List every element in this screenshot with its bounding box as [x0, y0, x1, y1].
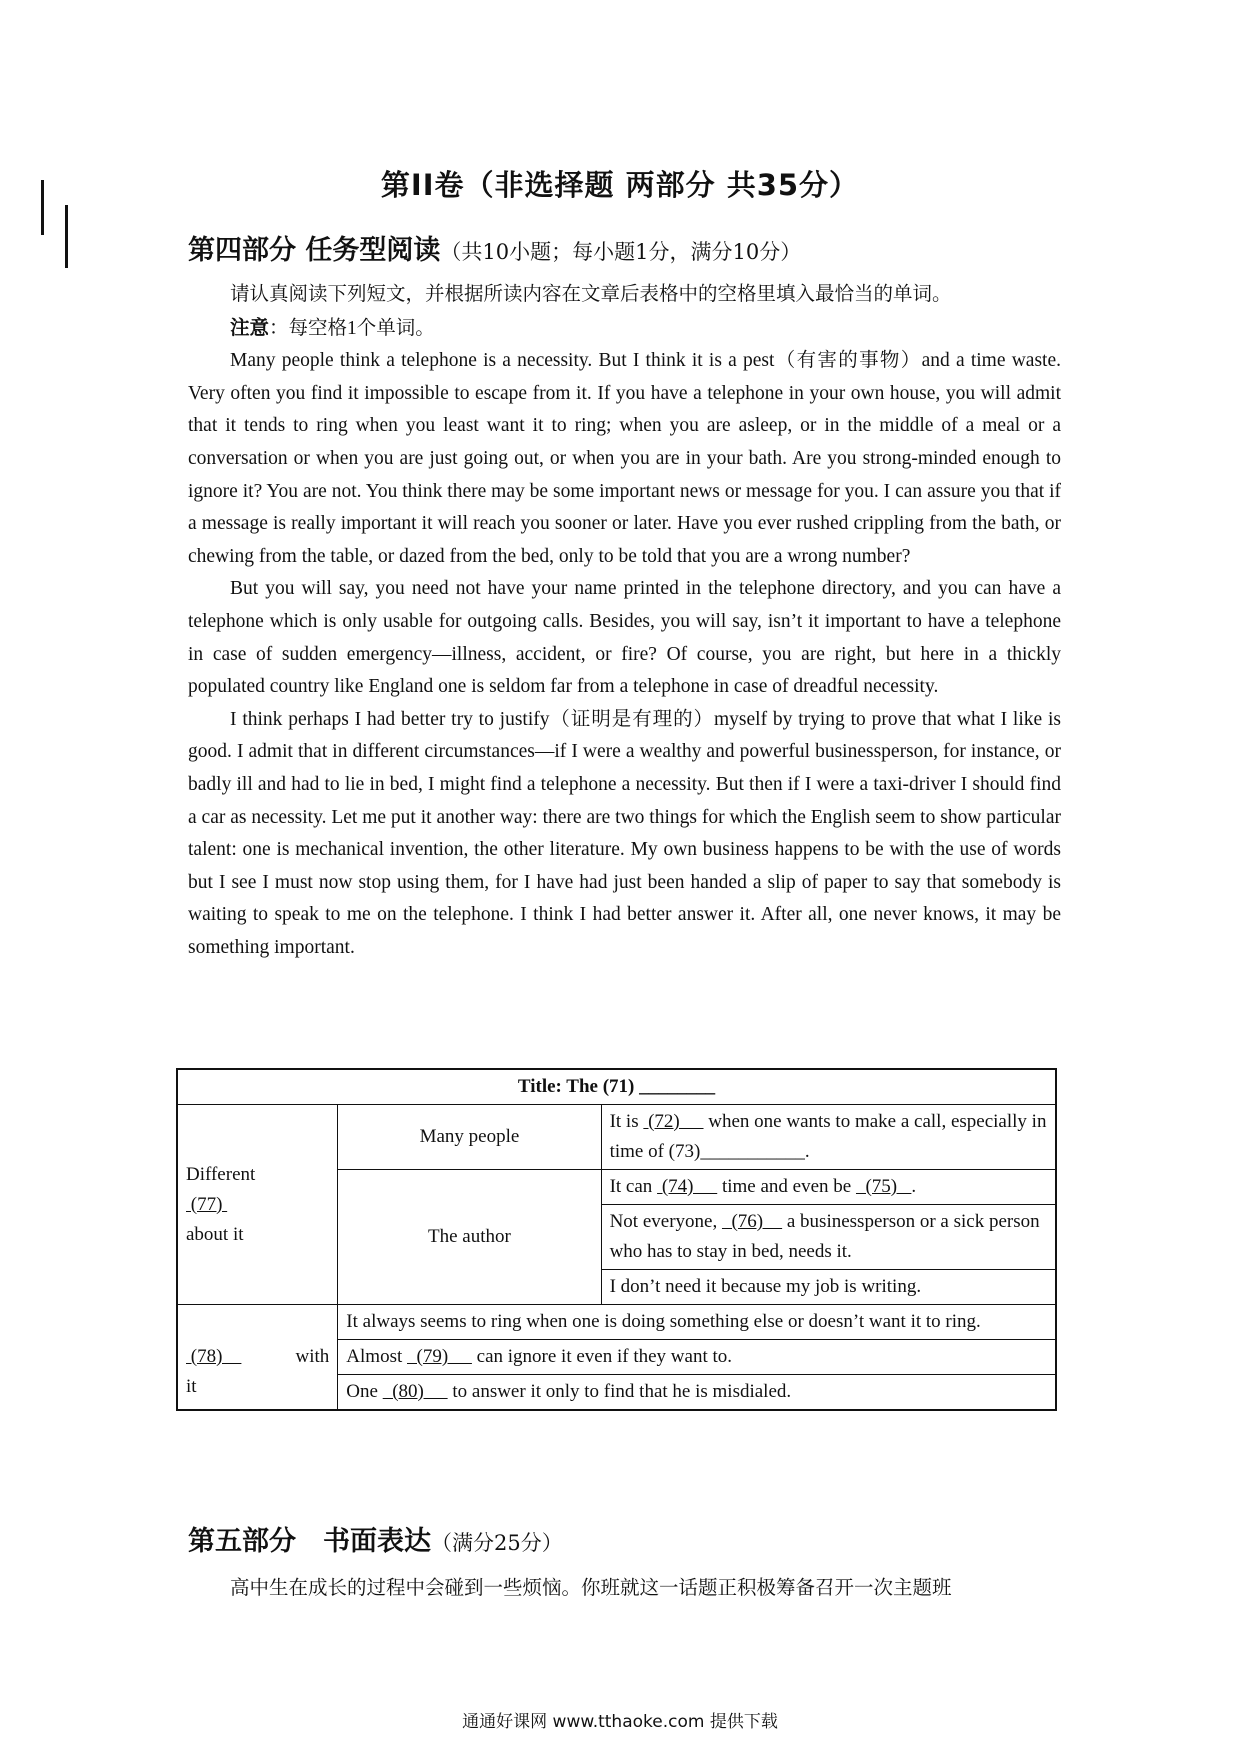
cell-s1: It always seems to ring when one is doing something else or doesn’t want it to ring. — [338, 1305, 1056, 1340]
part5-text: 高中生在成长的过程中会碰到一些烦恼。你班就这一话题正积极筹备召开一次主题班 — [230, 1578, 952, 1599]
s3-post: to answer it only to find that he is misdialed. — [447, 1381, 792, 1402]
s2-pre: Almost — [346, 1346, 407, 1367]
r1-mid: when one wants to make a call, especially in time of (73) — [609, 1111, 1047, 1162]
note-label: 注意 — [230, 315, 270, 339]
part5-heading — [188, 1519, 563, 1558]
part5-heading-note: （满分25分） — [431, 1531, 563, 1555]
part4-heading-text: 第四部分 任务型阅读 — [188, 235, 441, 266]
blank-77: (77) — [186, 1193, 228, 1215]
part5-body — [188, 1573, 1061, 1606]
cell-r1 — [601, 1105, 1056, 1170]
note-text: ：每空格1个单词。 — [269, 317, 435, 339]
blank-72: (72) — [643, 1111, 704, 1132]
cell-s2 — [338, 1340, 1056, 1375]
s2-post: can ignore it even if they want to. — [471, 1346, 733, 1367]
cell-problems — [177, 1305, 338, 1411]
s3-pre: One — [346, 1381, 383, 1402]
note-line — [188, 312, 1061, 346]
cell-r3 — [601, 1205, 1056, 1270]
paragraph-2: But you will say, you need not have your name printed in the telephone directory, and you can have a telephone which is only usable for outgoing calls. Besides, you will say, isn’t it important to have a telephone in case of sudden emergency—illness, accident, or fire? Of course, you are right, but here in a thickly populated country like England one is seldom far from a telephone in case of dreadful necessity. — [188, 578, 1061, 698]
paragraph-1: Many people think a telephone is a necessity. But I think it is a pest（有害的事物）and a time waste. Very often you find it impossible to escape from it. If you have a telephone in your own house, you will admit that it tends to ring when you least want it to ring; when you are asleep, or in the middle of a meal or a conversation or when you are just going out, or when you are in your bath. Are you strong-minded enough to ignore it? You are not. You think there may be some important news or message for you. I can assure you that if a message is really important it will reach you sooner or later. Have you ever rushed crippling from the bath, or chewing from the table, or dazed from the bed, only to be told that you are a wrong number? — [188, 350, 1061, 567]
cell-r2 — [601, 1170, 1056, 1205]
blank-80: (80) — [382, 1381, 448, 1402]
blank-74: (74) — [657, 1176, 718, 1197]
left1-line3: about it — [186, 1223, 244, 1245]
blank-79: (79) — [407, 1346, 472, 1367]
part4-heading — [188, 228, 801, 267]
table-title — [177, 1069, 1056, 1105]
r2-mid: time and even be — [717, 1176, 856, 1197]
blank-73: ___________ — [700, 1141, 805, 1162]
r2-post: . — [911, 1176, 917, 1197]
footer: 通通好课网 www.tthaoke.com 提供下载 — [462, 1712, 778, 1732]
cell-the-author: The author — [338, 1170, 601, 1305]
paragraph-3: I think perhaps I had better try to justify（证明是有理的）myself by trying to prove that what I like is good. I admit that in different circumstances—if I were a wealthy and powerful businessperson, for instance, or badly ill and had to lie in bed, I might find a telephone a necessity. But then if I were a taxi-driver I should find a car as necessity. Let me put it another way: there are two things for which the English seem to show particular talent: one is mechanical invention, the other literature. My own business happens to be with the use of words but I see I must now stop using them, for I have had just been handed a slip of paper to say that somebody is waiting to speak to me on the telephone. I think I had better answer it. After all, one never knows, it may be something important. — [188, 708, 1061, 958]
cell-many-people: Many people — [338, 1105, 601, 1170]
blank-78: (78) — [186, 1346, 242, 1367]
r3-post: a businessperson or a sick person who has to stay in bed, needs it. — [609, 1211, 1040, 1262]
left1-line1: Different — [186, 1163, 256, 1185]
blank-75: (75) — [855, 1176, 912, 1197]
part4-body — [188, 279, 1061, 964]
page-title: 第II卷（非选择题 两部分 共35分） — [380, 168, 860, 202]
blank-76: (76) — [721, 1211, 783, 1232]
cell-s3 — [338, 1375, 1056, 1411]
r2-pre: It can — [609, 1176, 658, 1197]
r1-pre: It is — [609, 1111, 644, 1132]
instruction: 请认真阅读下列短文，并根据所读内容在文章后表格中的空格里填入最恰当的单词。 — [230, 284, 952, 305]
r3-pre: Not everyone, — [609, 1211, 722, 1232]
blank-71: ________ — [639, 1076, 716, 1097]
task-table — [176, 1068, 1057, 1411]
left2-it: it — [186, 1376, 197, 1397]
cell-r4: I don’t need it because my job is writing. — [601, 1270, 1056, 1305]
cell-different-opinions — [177, 1105, 338, 1305]
left2-with: with — [295, 1346, 330, 1367]
r1-post: . — [804, 1141, 810, 1162]
binding-line-2 — [65, 205, 68, 268]
title-prefix: Title: The (71) — [517, 1076, 635, 1097]
part4-heading-note: （共10小题；每小题1分，满分10分） — [440, 240, 802, 264]
part5-heading-text: 第五部分 书面表达 — [188, 1526, 431, 1557]
